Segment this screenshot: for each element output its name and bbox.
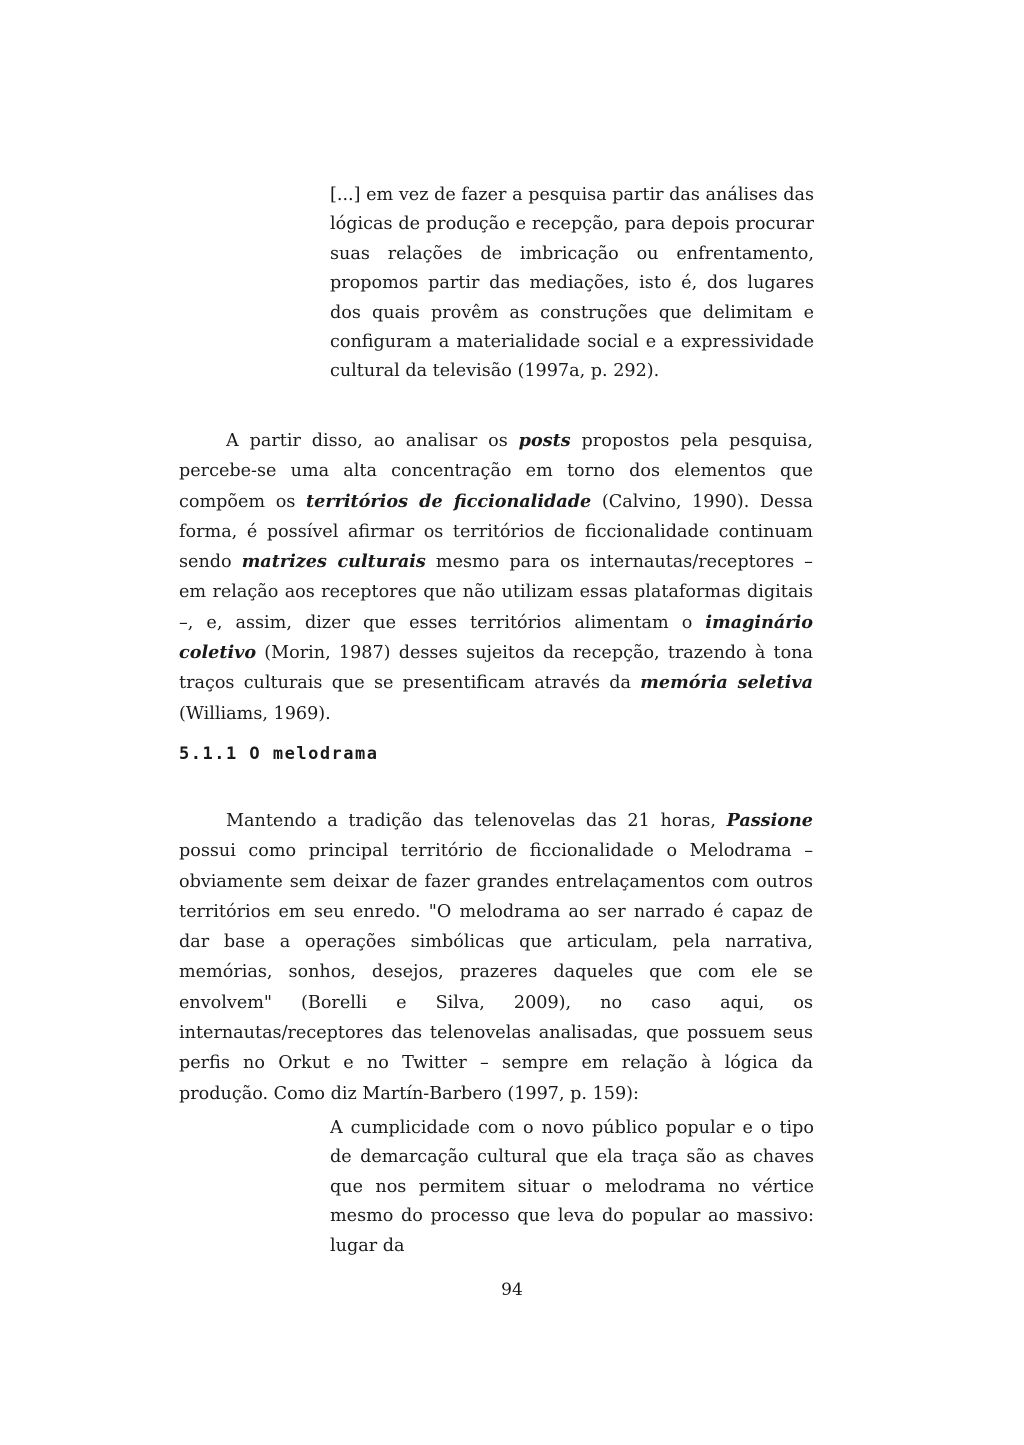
emphasized-term: posts <box>518 430 571 451</box>
emphasized-term: matrizes culturais <box>241 551 426 573</box>
body-paragraph <box>179 426 813 729</box>
paragraph-text: (Calvino, 1990). Dessa forma, é possível afirmar os territórios de ficcionalidade continuam sendo <box>179 491 814 573</box>
emphasized-term: memória seletiva <box>640 672 813 694</box>
paragraph-text: propostos pela pesquisa, percebe-se uma alta concentração em torno dos elementos que compõem os <box>179 431 813 512</box>
paragraph-text: possui como principal território de ficcionalidade o Melodrama – obviamente sem deixar de fazer grandes entrelaçamentos com outros territórios em seu enredo. "O melodrama ao ser narrado é capaz de dar base a operações simbólicas que articulam, pela narrativa, memórias, sonhos, desejos, prazeres daqueles que com ele se envolvem" (Borelli e Silva, 2009), no caso aqui, os internautas/receptores das telenovelas analisadas, que possuem seus perfis no Orkut e no Twitter – sempre em relação à lógica da produção. Como diz Martín-Barbero (1997, p. 159): <box>179 841 813 1104</box>
emphasized-term: imaginário coletivo <box>179 611 813 664</box>
page-number: 94 <box>501 1280 523 1300</box>
paragraph-text: (Morin, 1987) desses sujeitos da recepção, trazendo à tona traços culturais que se presentificam através da <box>179 643 813 694</box>
paragraph-text: A partir disso, ao analisar os <box>226 431 519 451</box>
body-paragraph <box>179 806 813 1109</box>
block-quote: A cumplicidade com o novo público popular e o tipo de demarcação cultural que ela traça são as chaves que nos permitem situar o melodrama no vértice mesmo do processo que leva do popular ao massivo: lugar da <box>330 1118 814 1256</box>
emphasized-term: Passione <box>726 810 813 831</box>
section-heading: 5.1.1 O melodrama <box>179 744 379 764</box>
paragraph-text: (Williams, 1969). <box>179 703 331 724</box>
paragraph-text: Mantendo a tradição das telenovelas das 21 horas, <box>226 811 727 831</box>
emphasized-term: territórios de ficcionalidade <box>306 490 592 512</box>
block-quote: [...] em vez de fazer a pesquisa partir das análises das lógicas de produção e recepção, para depois procurar suas relações de imbricação ou enfrentamento, propomos partir das mediações, isto é, dos lugares dos quais provêm as construções que delimitam e configuram a materialidade social e a expressividade cultural da televisão (1997a, p. 292). <box>330 185 814 382</box>
paragraph-text: mesmo para os internautas/receptores – em relação aos receptores que não utilizam essas plataformas digitais –, e, assim, dizer que esses territórios alimentam o <box>179 552 813 633</box>
